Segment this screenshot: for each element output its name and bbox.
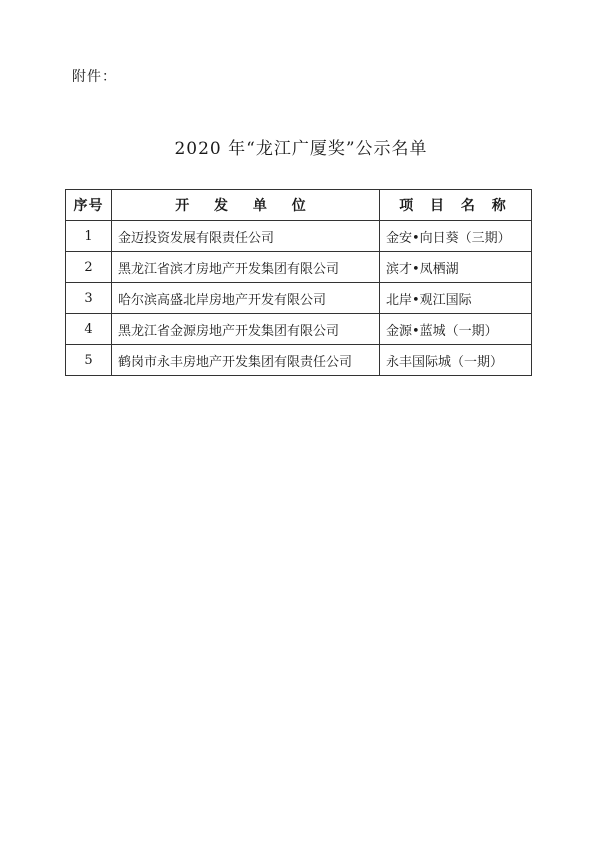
row-no: 4 [66,314,112,345]
row-developer: 鹤岗市永丰房地产开发集团有限责任公司 [112,345,380,376]
row-developer: 黑龙江省金源房地产开发集团有限公司 [112,314,380,345]
header-project: 项 目 名 称 [380,190,532,221]
award-list-table [65,189,532,376]
row-developer: 金迈投资发展有限责任公司 [112,221,380,252]
row-project: 金安•向日葵（三期） [380,221,532,252]
row-project: 永丰国际城（一期） [380,345,532,376]
row-project: 北岸•观江国际 [380,283,532,314]
row-project: 金源•蓝城（一期） [380,314,532,345]
table-row [66,314,532,345]
row-no: 3 [66,283,112,314]
row-no: 2 [66,252,112,283]
row-no: 5 [66,345,112,376]
table-row [66,252,532,283]
header-developer: 开 发 单 位 [112,190,380,221]
row-developer: 哈尔滨高盛北岸房地产开发有限公司 [112,283,380,314]
header-no: 序号 [66,190,112,221]
row-developer: 黑龙江省滨才房地产开发集团有限公司 [112,252,380,283]
table-row [66,221,532,252]
table-row [66,283,532,314]
table-row [66,345,532,376]
attachment-label: 附件： [72,69,117,85]
table-header-row [66,190,532,221]
row-no: 1 [66,221,112,252]
page-title: 2020 年“龙江广厦奖”公示名单 [174,139,428,159]
row-project: 滨才•凤栖湖 [380,252,532,283]
